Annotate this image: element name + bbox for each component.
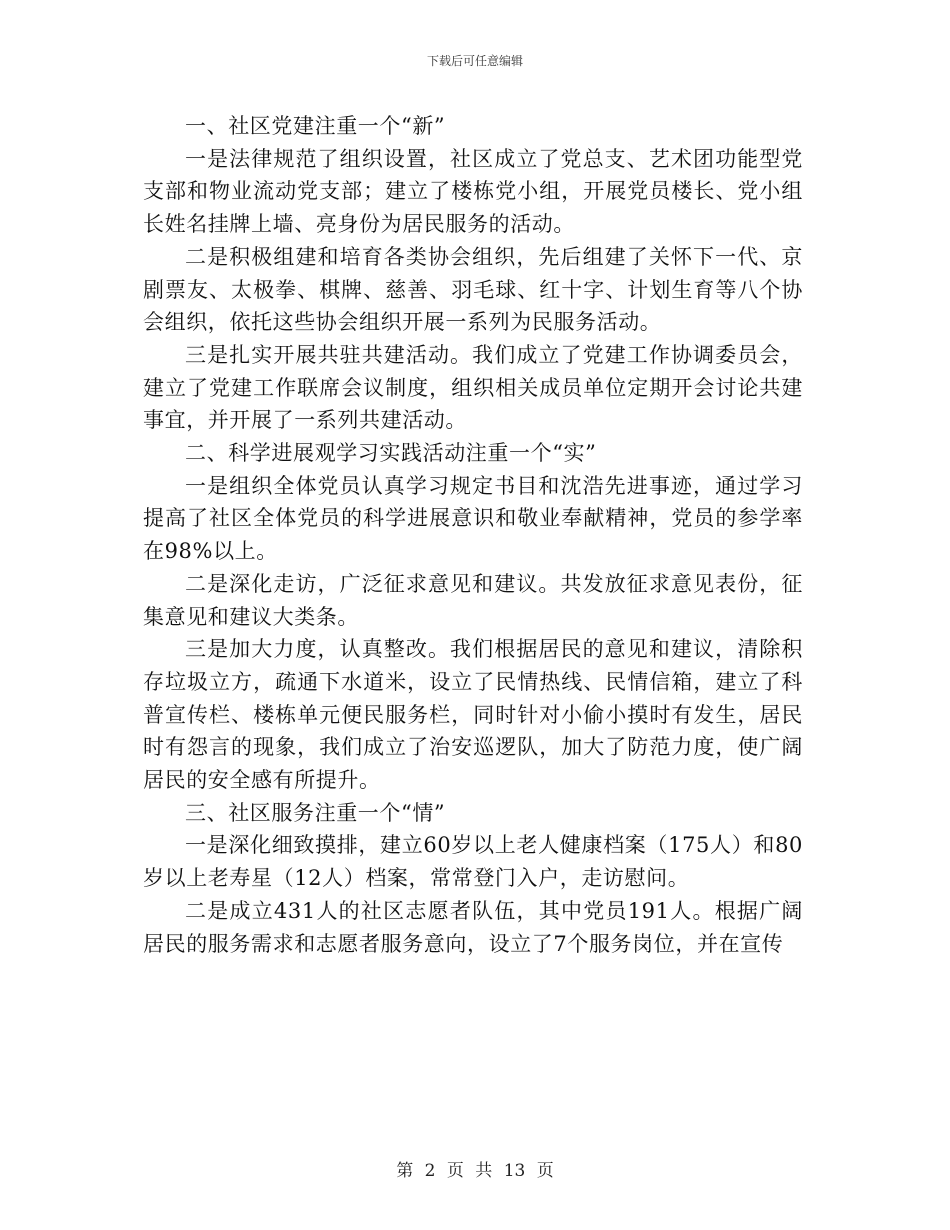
paragraph: 一是组织全体党员认真学习规定书目和沈浩先进事迹，通过学习提高了社区全体党员的科学进展意识和敬业奉献精神，党员的参学率在98%以上。 — [143, 473, 803, 564]
section-heading: 三、社区服务注重一个“情” — [185, 800, 446, 825]
paragraph: 三是加大力度，认真整改。我们根据居民的意见和建议，清除积存垃圾立方，疏通下水道米，设立了民情热线、民情信箱，建立了科普宣传栏、楼栋单元便民服务栏，同时针对小偷小摸时有发生，居民时有怨言的现象，我们成立了治安巡逻队，加大了防范力度，使广阔居民的安全感有所提升。 — [143, 637, 803, 793]
paragraph: 三是扎实开展共驻共建活动。我们成立了党建工作协调委员会，建立了党建工作联席会议制度，组织相关成员单位定期开会讨论共建事宜，并开展了一系列共建活动。 — [143, 342, 803, 433]
page-number-footer: 第 2 页 共 13 页 — [396, 1161, 554, 1181]
section-heading: 二、科学进展观学习实践活动注重一个“实” — [185, 441, 597, 466]
section-heading: 一、社区党建注重一个“新” — [185, 114, 446, 138]
paragraph: 一是深化细致摸排，建立60岁以上老人健康档案（175人）和80岁以上老寿星（12人）档案，常常登门入户，走访慰问。 — [143, 833, 803, 891]
paragraph: 一是法律规范了组织设置，社区成立了党总支、艺术团功能型党支部和物业流动党支部；建立了楼栋党小组，开展党员楼长、党小组长姓名挂牌上墙、亮身份为居民服务的活动。 — [143, 146, 803, 237]
paragraph: 二是积极组建和培育各类协会组织，先后组建了关怀下一代、京剧票友、太极拳、棋牌、慈善、羽毛球、红十字、计划生育等八个协会组织，依托这些协会组织开展一系列为民服务活动。 — [143, 244, 803, 335]
paragraph: 二是深化走访，广泛征求意见和建议。共发放征求意见表份，征集意见和建议大类条。 — [143, 571, 803, 629]
paragraph: 二是成立431人的社区志愿者队伍，其中党员191人。根据广阔居民的服务需求和志愿者服务意向，设立了7个服务岗位，并在宣传 — [143, 898, 803, 956]
page-header: 下载后可任意编辑 — [426, 54, 523, 68]
document-body — [143, 110, 803, 960]
